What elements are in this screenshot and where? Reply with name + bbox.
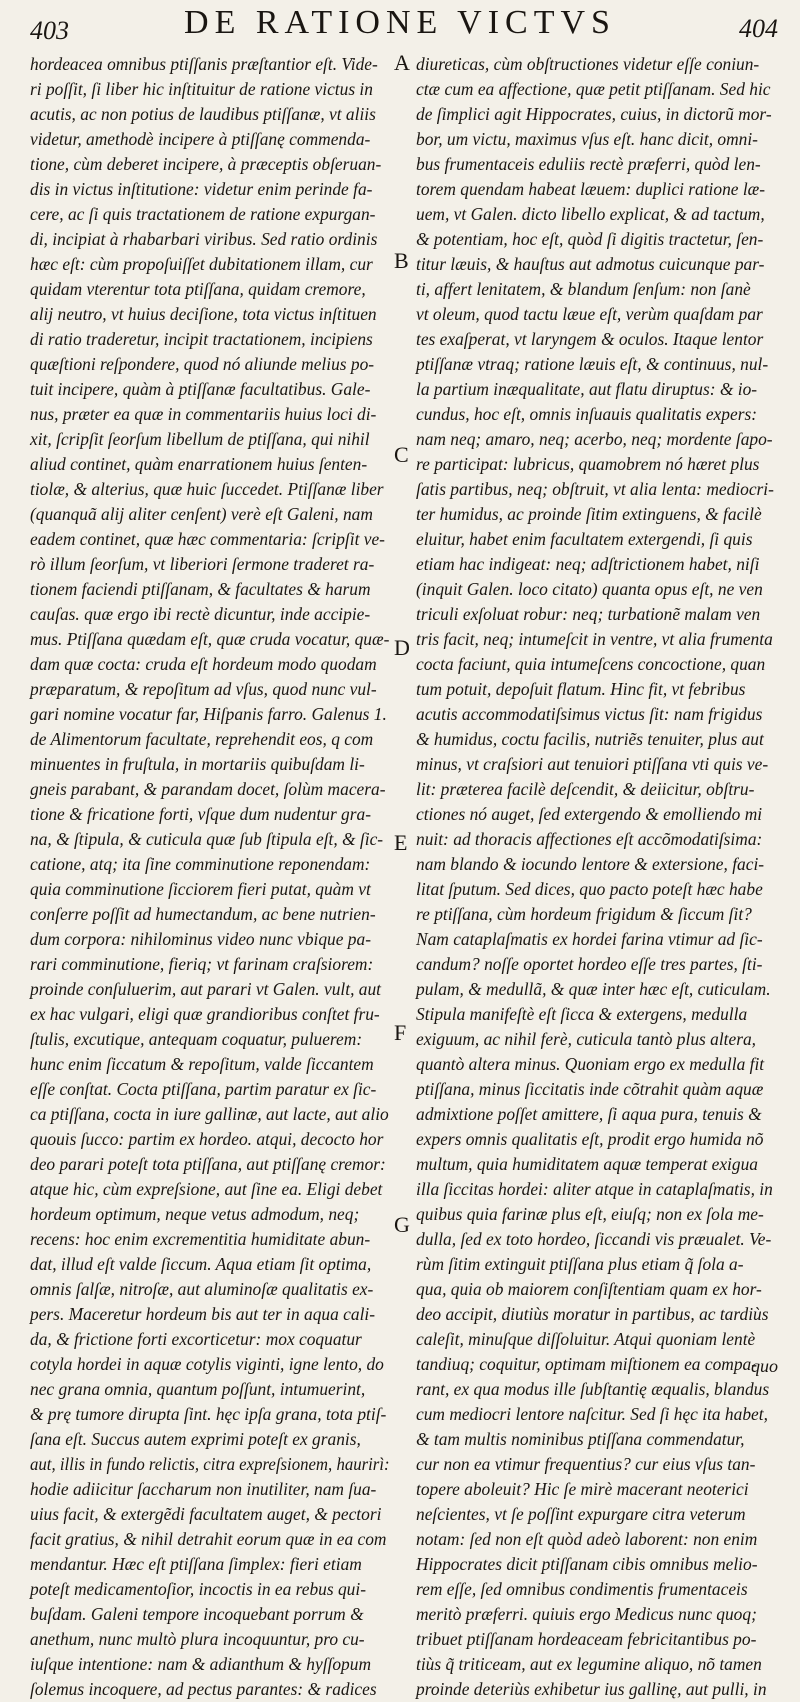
- text-line: neſcientes, vt ſe poſſint expurgare citra veterum: [416, 1504, 746, 1524]
- text-line: uius facit, & extergẽdi facultatem auget, & pectori: [30, 1504, 382, 1524]
- text-line: re ptiſſana, cùm hordeum frigidum & ſiccum ſit?: [416, 904, 752, 924]
- text-line: omnis ſalſæ, nitroſæ, aut aluminoſæ qualitatis ex-: [30, 1279, 374, 1299]
- text-line: pulam, & medullã, & quæ inter hæc eſt, cuticulam.: [416, 979, 771, 999]
- text-line: de ſimplici agit Hippocrates, cuius, in dictorũ mor-: [416, 104, 772, 124]
- text-line: hodie adiicitur ſaccharum non inutiliter, nam ſua-: [30, 1479, 377, 1499]
- text-line: cur non ea vtimur frequentius? cur eius vſus tan-: [416, 1454, 756, 1474]
- text-line: tiùs q̃ triticeam, aut ex legumine aliquo, nõ tamen: [416, 1654, 762, 1674]
- page-number-right: 404: [739, 14, 778, 43]
- text-line: Nam cataplaſmatis ex hordei farina vtimur ad ſic-: [416, 929, 763, 949]
- margin-section-letters: [390, 0, 416, 1390]
- text-line: ca ptiſſana, cocta in iure gallinæ, aut lacte, aut alio: [30, 1104, 389, 1124]
- text-line: tribuet ptiſſanam hordeaceam febricitantibus po-: [416, 1629, 757, 1649]
- text-line: & humidus, coctu facilis, nutriẽs tenuiter, plus aut: [416, 729, 764, 749]
- text-line: proinde deteriùs exhibetur ius gallinę, aut pulli, in: [416, 1679, 767, 1699]
- text-line: nus, præter ea quæ in commentariis huius loci di-: [30, 404, 377, 424]
- text-line: ſana eſt. Succus autem exprimi poteſt ex granis,: [30, 1429, 361, 1449]
- text-line: ſolemus incoquere, ad pectus parantes: & radices: [30, 1679, 377, 1699]
- text-line: aut, illis in fundo relictis, citra expreſsionem, haurirì:: [30, 1454, 390, 1474]
- text-line: atque hic, cùm expreſsione, aut ſine ea. Eligi debet: [30, 1179, 383, 1199]
- text-line: meritò præferri. quiuis ergo Medicus nunc quoq;: [416, 1604, 757, 1624]
- text-line: di ratio traderetur, incipit tractationem, incipiens: [30, 329, 373, 349]
- text-line: & prę tumore dirupta ſint. hęc ipſa grana, tota ptiſ-: [30, 1404, 387, 1424]
- text-line: exiguum, ac nihil ferè, cuticula tantò plus altera,: [416, 1029, 757, 1049]
- text-line: & tam multis nominibus ptiſſana commendatur,: [416, 1429, 745, 1449]
- text-line: candum? noſſe oportet hordeo eſſe tres partes, ſti-: [416, 954, 763, 974]
- text-line: tum potuit, depoſuit flatum. Hinc fit, vt febribus: [416, 679, 746, 699]
- text-line: ſtulis, excutique, antequam coquatur, puluerem:: [30, 1029, 363, 1049]
- text-line: ptiſſanæ vtraq; ratione læuis eſt, & continuus, nul-: [416, 354, 769, 374]
- text-line: rò illum ſeorſum, vt liberiori ſermone traderet ra-: [30, 554, 375, 574]
- text-line: rùm ſitim extinguit ptiſſana plus etiam q̃ ſola a-: [416, 1254, 744, 1274]
- text-line: multum, quia humiditatem aquæ temperat exigua: [416, 1154, 758, 1174]
- text-line: aliud continet, quàm enarrationem huius ſenten-: [30, 454, 368, 474]
- text-line: tione & fricatione forti, vſque dum nudentur gra-: [30, 804, 372, 824]
- text-line: præparatum, & repoſitum ad vſus, quod nunc vul-: [30, 679, 377, 699]
- text-line: acutis, ac non potius de laudibus ptiſſanæ, vt aliis: [30, 104, 376, 124]
- text-line: & potentiam, hoc eſt, quòd ſi digitis tractetur, ſen-: [416, 229, 764, 249]
- text-line: di, incipiat à rhabarbari viribus. Sed ratio ordinis: [30, 229, 378, 249]
- text-line: dat, illud eſt valde ſiccum. Aqua etiam ſit optima,: [30, 1254, 372, 1274]
- text-line: ter humidus, ac proinde ſitim extinguens, & facilè: [416, 504, 762, 524]
- text-line: cocta faciunt, quia intumeſcens concoctione, quan: [416, 654, 766, 674]
- text-line: da, & frictione forti excorticetur: mox coquatur: [30, 1329, 362, 1349]
- text-line: expers omnis qualitatis eſt, prodit ergo humida nõ: [416, 1129, 764, 1149]
- text-line: deo accipit, diutiùs moratur in partibus, ac tardiùs: [416, 1304, 769, 1324]
- text-line: mus. Ptiſſana quædam eſt, quæ cruda vocatur, quæ-: [30, 629, 390, 649]
- text-line: cum mediocri lentore naſcitur. Sed ſi hęc ita habet,: [416, 1404, 768, 1424]
- text-line: vt oleum, quod tactu læue eſt, verùm quaſdam par: [416, 304, 763, 324]
- text-line: dis in victus inſtitutione: videtur enim perinde fa-: [30, 179, 373, 199]
- text-line: na, & ſtipula, & cuticula quæ ſub ſtipula eſt, & ſic-: [30, 829, 384, 849]
- text-line: poteſt medicamentoſior, incoctis in ea rebus qui-: [30, 1579, 366, 1599]
- text-line: diureticas, cùm obſtructiones videtur eſſe coniun-: [416, 54, 760, 74]
- text-line: hæc eſt: cùm propoſuiſſet dubitationem illam, cur: [30, 254, 373, 274]
- text-line: ptiſſana, minus ſiccitatis inde cõtrahit quàm aquæ: [416, 1079, 764, 1099]
- text-line: tionem faciendi ptiſſanam, & facultates & harum: [30, 579, 371, 599]
- text-line: cere, ac ſi quis tractationem de ratione expurgan-: [30, 204, 376, 224]
- text-line: ſatis partibus, neq; obſtruit, vt alia lenta: mediocri-: [416, 479, 774, 499]
- text-line: cauſas. quæ ergo ibi rectè dicuntur, inde accipie-: [30, 604, 371, 624]
- text-line: gneis parabant, & parandam docet, ſolùm macera-: [30, 779, 386, 799]
- text-line: tuit incipere, quàm à ptiſſanæ facultatibus. Gale-: [30, 379, 371, 399]
- text-line: recens: hoc enim excrementitia humiditate abun-: [30, 1229, 371, 1249]
- text-line: bus frumentaceis eduliis rectè præferri, quòd len-: [416, 154, 761, 174]
- page-number-left: 403: [30, 16, 69, 45]
- text-line: eadem continet, quæ hæc commentaria: ſcripſit ve-: [30, 529, 385, 549]
- text-line: rant, ex qua modus ille ſubſtantię æqualis, blandus: [416, 1379, 770, 1399]
- text-line: de Alimentorum facultate, reprehendit eos, q com: [30, 729, 374, 749]
- text-line: hordeum optimum, neque vetus admodum, neq;: [30, 1204, 360, 1224]
- text-line: pers. Maceretur hordeum bis aut ter in aqua cali-: [30, 1304, 376, 1324]
- margin-letter: C: [394, 442, 409, 467]
- text-line: quouis ſucco: partim ex hordeo. atqui, decocto hor: [30, 1129, 384, 1149]
- text-line: xit, ſcripſit ſeorſum libellum de ptiſſana, qui nihil: [30, 429, 370, 449]
- text-line: videtur, amethodè incipere à ptiſſanę commenda-: [30, 129, 371, 149]
- margin-letter: A: [394, 50, 410, 75]
- text-line: caleſit, minuſque diſſoluitur. Atqui quoniam lentè: [416, 1329, 756, 1349]
- right-text-column: [416, 52, 780, 1702]
- margin-letter: D: [394, 635, 410, 660]
- text-line: cundus, hoc eſt, omnis inſuauis qualitatis expers:: [416, 404, 758, 424]
- text-line: Hippocrates dicit ptiſſanam cibis omnibus melio-: [416, 1554, 758, 1574]
- text-line: (quanquã alij aliter cenſent) verè eſt Galeni, nam: [30, 504, 373, 524]
- text-line: re participat: lubricus, quamobrem nó hæret plus: [416, 454, 760, 474]
- catchword: quo: [751, 1356, 778, 1376]
- text-line: la partium inæqualitate, aut flatu diruptus: & io-: [416, 379, 758, 399]
- text-line: iuſque intentione: nam & adianthum & hyſſopum: [30, 1654, 372, 1674]
- text-line: facit gratius, & nihil detrahit eorum quæ in ea com: [30, 1529, 387, 1549]
- text-line: dulla, ſed ex toto hordeo, ſiccandi vis præualet. Ve-: [416, 1229, 772, 1249]
- text-line: quæſtioni reſpondere, quod nó aliunde melius po-: [30, 354, 375, 374]
- text-line: cotyla hordei in aquæ cotylis viginti, igne lento, do: [30, 1354, 384, 1374]
- text-line: nec grana omnia, quantum poſſunt, intumuerint,: [30, 1379, 366, 1399]
- text-line: quia comminutione ſicciorem fieri putat, quàm vt: [30, 879, 371, 899]
- text-line: titur læuis, & hauſtus aut admotus cuicunque par-: [416, 254, 765, 274]
- text-line: catione, atq; ita ſine comminutione reponendam:: [30, 854, 371, 874]
- text-line: minuentes in fruſtula, in mortariis quibuſdam li-: [30, 754, 365, 774]
- text-line: acutis accommodatiſsimus victus ſit: nam frigidus: [416, 704, 763, 724]
- text-line: conſerre poſſit ad humectandum, ac bene nutrien-: [30, 904, 376, 924]
- text-line: tandiuq; coquitur, optimam miſtionem ea compa-: [416, 1354, 758, 1374]
- text-line: deo parari poteſt tota ptiſſana, aut ptiſſanę cremor:: [30, 1154, 386, 1174]
- text-line: eluitur, habet enim facultatem extergendi, ſi quis: [416, 529, 753, 549]
- text-line: qua, quia ob maiorem conſiſtentiam quam ex hor-: [416, 1279, 762, 1299]
- text-line: tes exaſperat, vt laryngem & oculos. Itaque lentor: [416, 329, 764, 349]
- text-line: minus, vt craſsiori aut tenuiori ptiſſana vti quis ve-: [416, 754, 769, 774]
- text-line: etiam hac indigeat: neq; adſtrictionem habet, niſi: [416, 554, 760, 574]
- text-line: mendantur. Hæc eſt ptiſſana ſimplex: fieri etiam: [30, 1554, 362, 1574]
- text-line: (inquit Galen. loco citato) quanta opus eſt, ne ven: [416, 579, 763, 599]
- running-title: DE RATIONE VICTVS: [184, 4, 616, 41]
- left-text-column: [30, 52, 390, 1702]
- text-line: buſdam. Galeni tempore incoquebant porrum &: [30, 1604, 364, 1624]
- text-line: proinde conſuluerim, aut parari vt Galen. vult, aut: [30, 979, 381, 999]
- text-line: Stipula manifeſtè eſt ſicca & extergens, medulla: [416, 1004, 748, 1024]
- text-line: ti, affert lenitatem, & blandum ſenſum: non ſanè: [416, 279, 751, 299]
- text-line: lit: præterea facilè deſcendit, & deiicitur, obſtru-: [416, 779, 755, 799]
- text-line: eſſe conſtat. Cocta ptiſſana, partim paratur ex ſic-: [30, 1079, 377, 1099]
- text-line: bor, um victu, maximus vſus eſt. hanc dicit, omni-: [416, 129, 758, 149]
- text-line: gari nomine vocatur far, Hiſpanis farro. Galenus 1.: [30, 704, 387, 724]
- text-line: litat ſputum. Sed dices, quo pacto poteſt hæc habe: [416, 879, 763, 899]
- margin-letter: B: [394, 248, 409, 273]
- text-line: notam: ſed non eſt quòd adeò laborent: non enim: [416, 1529, 758, 1549]
- text-line: hordeacea omnibus ptiſſanis præſtantior eſt. Vide-: [30, 54, 378, 74]
- text-line: nuit: ad thoracis affectiones eſt accõmodatiſsima:: [416, 829, 763, 849]
- text-line: tris facit, neq; intumeſcit in ventre, vt alia frumenta: [416, 629, 773, 649]
- text-line: ex hac vulgari, eligi quæ grandioribus conſtet fru-: [30, 1004, 380, 1024]
- margin-letter: G: [394, 1212, 410, 1237]
- text-line: anethum, nunc multò plura incoquuntur, pro cu-: [30, 1629, 365, 1649]
- text-line: alij neutro, vt huius deciſione, tota victus inſtituen: [30, 304, 377, 324]
- text-line: nam blando & iocundo lentore & extersione, faci-: [416, 854, 765, 874]
- text-line: quidam vterentur tota ptiſſana, quidam cremore,: [30, 279, 366, 299]
- text-line: uem, vt Galen. dicto libello explicat, & ad tactum,: [416, 204, 765, 224]
- text-line: quantò altera minus. Quoniam ergo ex medulla fit: [416, 1054, 765, 1074]
- text-line: torem quendam habeat læuem: duplici ratione læ-: [416, 179, 766, 199]
- text-line: quibus quia farinæ plus eſt, eiuſq; non ex ſola me-: [416, 1204, 764, 1224]
- text-line: ri poſſit, ſi liber hic inſtituitur de ratione victus in: [30, 79, 373, 99]
- text-line: tiolæ, & alterius, quæ huic ſuccedet. Ptiſſanæ liber: [30, 479, 384, 499]
- text-line: triculi exſoluat robur: neq; turbationẽ malam ven: [416, 604, 761, 624]
- text-line: ctiones nó auget, ſed extergendo & emolliendo mi: [416, 804, 763, 824]
- margin-letter: F: [394, 1020, 407, 1045]
- text-line: dum corpora: nihilominus video nunc vbique pa-: [30, 929, 371, 949]
- text-line: rari comminutione, fieriq; vt farinam craſsiorem:: [30, 954, 374, 974]
- margin-letter: E: [394, 830, 408, 855]
- text-line: rem eſſe, ſed omnibus condimentis frumentaceis: [416, 1579, 748, 1599]
- text-line: topere aboleuit? Hic ſe mirè macerant neoterici: [416, 1479, 749, 1499]
- text-line: admixtione poſſet amittere, ſi aqua pura, tenuis &: [416, 1104, 762, 1124]
- text-line: dam quæ cocta: cruda eſt hordeum modo quodam: [30, 654, 377, 674]
- text-line: illa ſiccitas hordei: aliter atque in cataplaſmatis, in: [416, 1179, 773, 1199]
- text-line: ctæ cum ea affectione, quæ petit ptiſſanam. Sed hic: [416, 79, 771, 99]
- text-line: hunc enim ſiccatum & repoſitum, valde ſiccantem: [30, 1054, 374, 1074]
- text-line: nam neq; amaro, neq; acerbo, neq; mordente ſapo-: [416, 429, 773, 449]
- text-line: tione, cùm deberet incipere, à præceptis obſeruan-: [30, 154, 382, 174]
